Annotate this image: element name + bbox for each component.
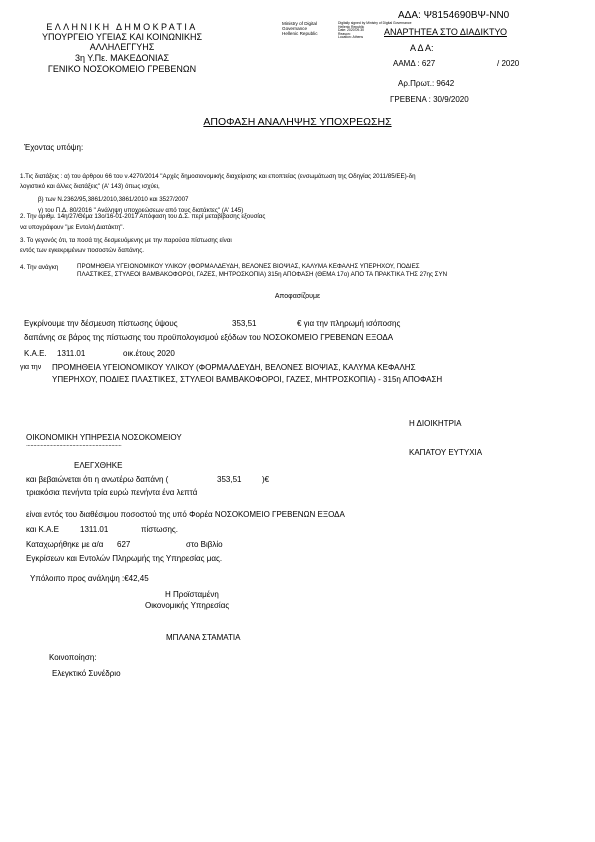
- decision-kae-label: Κ.Α.Ε.: [24, 349, 47, 358]
- consideration-2-line-1: 2. Την αριθμ. 14η/27/Θέμα 13ο/16-01-2017 Απόφαση του Δ.Σ. περί μεταβίβασης εξουσίας: [20, 213, 266, 220]
- expense-line: δαπάνης σε βάρος της πίστωσης του προϋπολογισμού εξόδων του ΝΟΣΟΚΟΜΕΙΟ ΓΡΕΒΕΝΩΝ ΕΞΟΔΑ: [24, 333, 394, 342]
- director-name: ΚΑΠΑΤΟΥ ΕΥΤΥΧΙΑ: [409, 448, 483, 457]
- purpose-line-1: ΠΡΟΜΗΘΕΙΑ ΥΓΕΙΟΝΟΜΙΚΟΥ ΥΛΙΚΟΥ (ΦΟΡΜΑΛΔΕΥΔΗ, ΒΕΛΟΝΕΣ ΒΙΟΨΙΑΣ, ΚΑΛΥΜΑ ΚΕΦΑΛΗΣ: [52, 363, 416, 372]
- balance-remaining: Υπόλοιπο προς ανάληψη :€42,45: [30, 574, 149, 583]
- finance-dots: ..................................................................: [26, 441, 122, 448]
- notification-label: Κοινοποίηση:: [49, 653, 97, 662]
- signature-details: Digitally signed by Ministry of Digital Governance Hellenic Republic Date: 2020.09.30 Reason: Location: Athens: [338, 21, 412, 40]
- ada-number: ΑΔΑ: Ψ8154690ΒΨ-ΝΝ0: [398, 10, 510, 21]
- consideration-2-line-2: να υπογράφουν "με Εντολή Διατάκτη".: [20, 224, 125, 231]
- consideration-4-line-2: ΠΛΑΣΤΙΚΕΣ, ΣΤΥΛΕΟΙ ΒΑΜΒΑΚΟΦΟΡΟΙ, ΓΑΖΕΣ, ΜΗΤΡΟΣΚΟΠΙΑ) 315η ΑΠΟΦΑΣΗ (ΘΕΜΑ 17ο) ΑΠΟ ΤΑ ΠΡΑΚΤΙΚΑ ΤΗΣ 27ης ΣΥΝ: [77, 271, 448, 278]
- registered-book: στο Βιβλίο: [186, 540, 223, 549]
- protocol-number: Αρ.Πρωτ.: 9642: [398, 79, 455, 88]
- checked-label: ΕΛΕΓΧΘΗΚΕ: [74, 461, 123, 470]
- aamd-number: ΑΑΜΔ : 627: [393, 59, 436, 68]
- decide-heading: Αποφασίζουμε: [274, 293, 321, 300]
- head-name: ΜΠΛΑΝΑ ΣΤΑΜΑΤΙΑ: [166, 633, 241, 642]
- ada-label: Α Δ Α:: [410, 43, 434, 53]
- publish-notice: ΑΝΑΡΤΗΤΕΑ ΣΤΟ ΔΙΑΔΙΚΤΥΟ: [384, 27, 507, 37]
- head-title-2: Οικονομικής Υπηρεσίας: [145, 601, 230, 610]
- header-country: ΕΛΛΗΝΙΚΗ ΔΗΜΟΚΡΑΤΙΑ: [46, 22, 198, 32]
- certify-prefix: και βεβαιώνεται ότι η ανωτέρω δαπάνη (: [26, 475, 169, 484]
- consideration-3-line-1: 3. Το γεγονός ότι, τα ποσά της δεσμευόμενης με την παρούσα πίστωσης είναι: [20, 237, 232, 244]
- header-region: 3η Υ.Πε. ΜΑΚΕΔΟΝΙΑΣ: [74, 53, 170, 63]
- approve-suffix: € για την πληρωμή ισόποσης: [297, 319, 401, 328]
- notification-recipient: Ελεγκτικό Συνέδριο: [52, 669, 121, 678]
- consideration-4-line-1: ΠΡΟΜΗΘΕΙΑ ΥΓΕΙΟΝΟΜΙΚΟΥ ΥΛΙΚΟΥ (ΦΟΡΜΑΛΔΕΥΔΗ, ΒΕΛΟΝΕΣ ΒΙΟΨΙΑΣ, ΚΑΛΥΜΑ ΚΕΦΑΛΗΣ ΥΠΕΡΗΧΟΥ, ΠΟΔΙΕΣ: [77, 263, 420, 270]
- page-title: ΑΠΟΦΑΣΗ ΑΝΑΛΗΨΗΣ ΥΠΟΧΡΕΩΣΗΣ: [203, 116, 392, 128]
- registered-number: 627: [117, 540, 131, 549]
- consideration-4-label: 4. Την ανάγκη: [20, 264, 59, 271]
- certify-suffix: )€: [262, 475, 270, 484]
- approve-prefix: Εγκρίνουμε την δέσμευση πίστωσης ύψους: [24, 319, 178, 328]
- finance-kae-label: και Κ.Α.Ε: [26, 525, 59, 534]
- finance-credit: πίστωσης.: [141, 525, 178, 534]
- certify-amount: 353,51: [217, 475, 242, 484]
- header-ministry-cont: ΑΛΛΗΛΕΓΓΥΗΣ: [89, 42, 155, 52]
- header-ministry: ΥΠΟΥΡΓΕΙΟ ΥΓΕΙΑΣ ΚΑΙ ΚΟΙΝΩΝΙΚΗΣ: [41, 32, 203, 42]
- place-date: ΓΡΕΒΕΝΑ : 30/9/2020: [390, 95, 469, 104]
- decision-for-label: για την: [20, 364, 42, 371]
- registered-label: Καταχωρήθηκε με α/α: [26, 540, 104, 549]
- head-title-1: Η Προϊσταμένη: [165, 590, 219, 599]
- purpose-line-2: ΥΠΕΡΗΧΟΥ, ΠΟΔΙΕΣ ΠΛΑΣΤΙΚΕΣ, ΣΤΥΛΕΟΙ ΒΑΜΒΑΚΟΦΟΡΟΙ, ΓΑΖΕΣ, ΜΗΤΡΟΣΚΟΠΙΑ) - 315η ΑΠΟΦΑΣΗ: [52, 375, 443, 384]
- amount-in-words: τριακόσια πενήντα τρία ευρώ πενήντα ένα λεπτά: [26, 488, 198, 497]
- finance-kae-value: 1311.01: [80, 525, 109, 534]
- consideration-1-line-1: 1.Τις διατάξεις : α) του άρθρου 66 του ν.4270/2014 "Αρχές δημοσιονομικής διαχείρισης και εποπτείας (ενσωμάτωση της Οδηγίας 2011/85/ΕΕ)-δη: [20, 173, 416, 180]
- consideration-1-c: γ) του Π.Δ. 80/2016 " Ανάληψη υποχρεώσεων από τους διατάκτες" (Α' 145): [38, 207, 244, 214]
- header-hospital: ΓΕΝΙΚΟ ΝΟΣΟΚΟΜΕΙΟ ΓΡΕΒΕΝΩΝ: [47, 64, 197, 74]
- consideration-1-b: β) των Ν.2362/95,3861/2010,3861/2010 και 3527/2007: [38, 196, 189, 203]
- approve-amount: 353,51: [232, 319, 257, 328]
- decision-kae-value: 1311.01: [57, 349, 86, 358]
- digital-signature-stamp: [282, 21, 412, 56]
- director-title: Η ΔΙΟΙΚΗΤΡΙΑ: [409, 419, 462, 428]
- finance-service: ΟΙΚΟΝΟΜΙΚΗ ΥΠΗΡΕΣΙΑ ΝΟΣΟΚΟΜΕΙΟΥ: [26, 433, 182, 442]
- budget-line: είναι εντός του διαθέσιμου ποσοστού της υπό Φορέα ΝΟΣΟΚΟΜΕΙΟ ΓΡΕΒΕΝΩΝ ΕΞΟΔΑ: [26, 510, 345, 519]
- consideration-3-line-2: εντός των εγκεκριμένων ποσοστών δαπάνης.: [20, 247, 144, 254]
- signature-org: Ministry of Digital Governance Hellenic Republic: [282, 21, 318, 36]
- having-regard: Έχοντας υπόψη:: [24, 143, 84, 152]
- aamd-year: / 2020: [497, 59, 520, 68]
- consideration-1-line-2: λογιστικό και άλλες διατάξεις" (Α' 143) όπως ισχύει,: [20, 183, 160, 190]
- decision-fiscal-year: οικ.έτους 2020: [123, 349, 175, 358]
- approvals-line: Εγκρίσεων και Εντολών Πληρωμής της Υπηρεσίας μας.: [26, 554, 223, 563]
